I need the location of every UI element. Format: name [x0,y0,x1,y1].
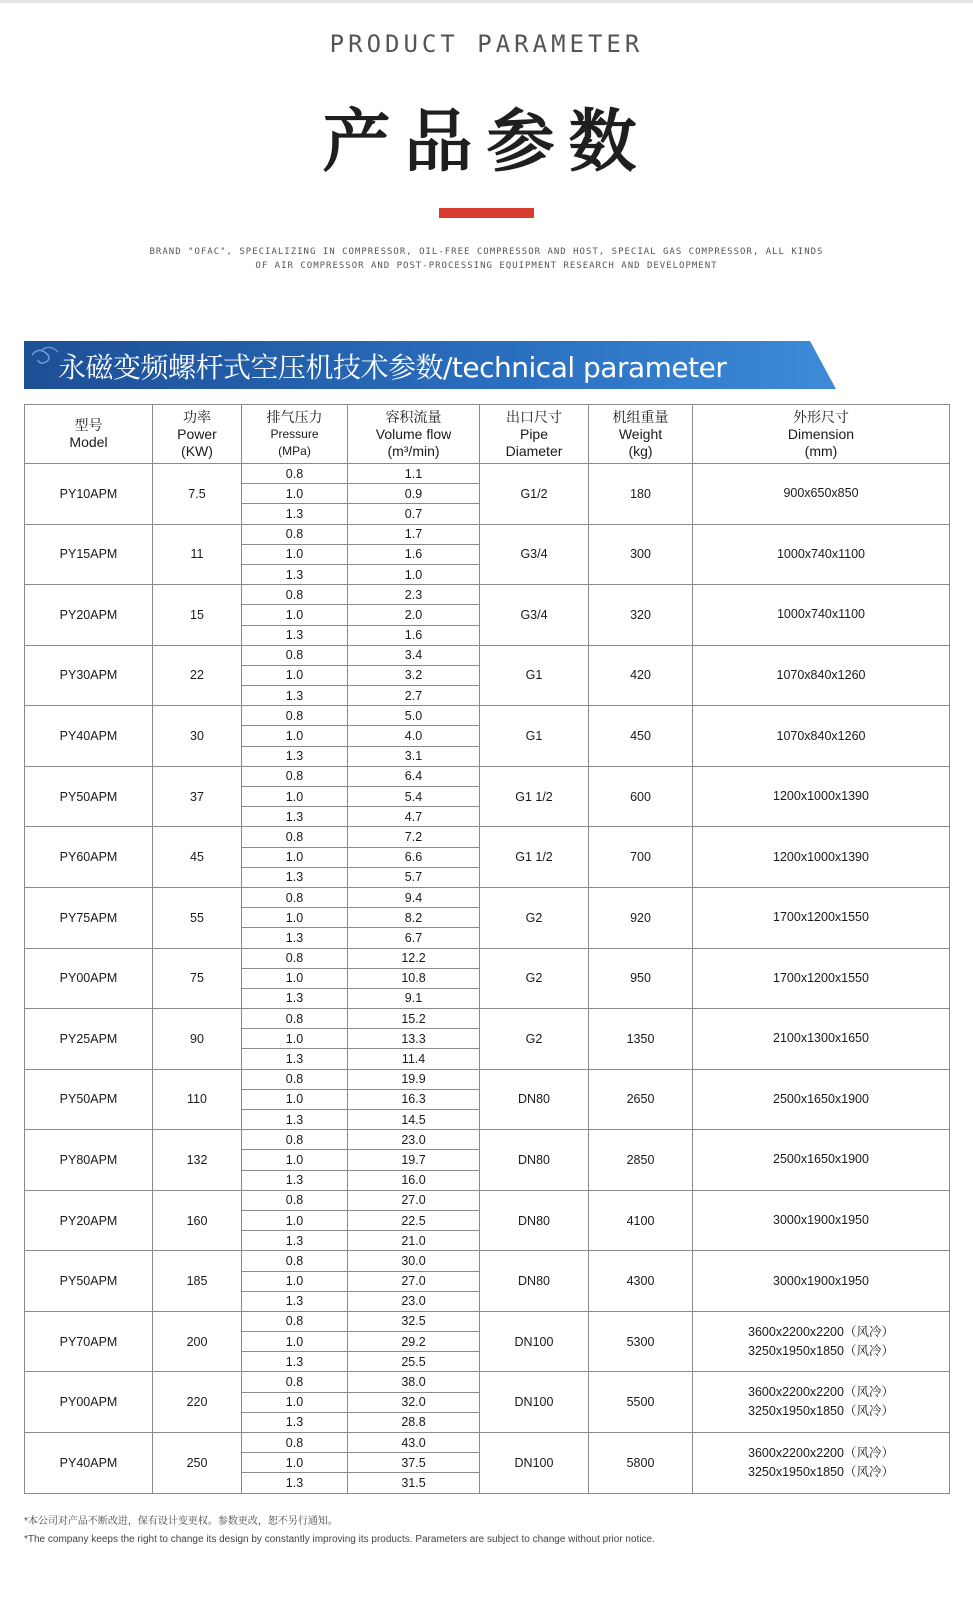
cell-pressure: 0.8 [242,524,348,544]
cell-pressure: 1.0 [242,1210,348,1230]
cell-flow: 9.4 [348,887,480,907]
dimension-line: 3250x1950x1850（风冷） [748,1404,894,1419]
cell-flow: 38.0 [348,1372,480,1392]
cell-pressure: 1.0 [242,1332,348,1352]
cell-pressure: 1.3 [242,746,348,766]
cell-model: PY60APM [25,827,153,888]
cell-pressure: 0.8 [242,1372,348,1392]
table-row [25,645,950,665]
cell-flow: 0.7 [348,504,480,524]
cell-model: PY20APM [25,1190,153,1251]
cell-weight: 2650 [589,1069,693,1130]
cell-dimension [693,887,950,948]
cell-pipe: G1 1/2 [480,766,589,827]
cell-flow: 3.1 [348,746,480,766]
cell-power: 132 [153,1130,242,1191]
cell-pressure: 1.3 [242,564,348,584]
cell-weight: 700 [589,827,693,888]
header-pipe-en: Pipe [519,425,549,442]
cell-flow: 28.8 [348,1412,480,1432]
cell-model: PY50APM [25,766,153,827]
parameter-table [24,404,949,1494]
header-model [25,405,153,464]
cell-pipe: DN80 [480,1190,589,1251]
cell-power: 110 [153,1069,242,1130]
header-weight-unit: (kg) [628,442,653,459]
cell-power: 200 [153,1311,242,1372]
dimension-line: 3000x1900x1950 [773,1213,869,1228]
cell-flow: 5.0 [348,706,480,726]
cell-pressure: 1.0 [242,1392,348,1412]
cell-flow: 0.9 [348,484,480,504]
cell-pressure: 1.0 [242,1271,348,1291]
cell-flow: 1.7 [348,524,480,544]
cell-pressure: 0.8 [242,1009,348,1029]
cell-dimension [693,1069,950,1130]
dimension-line: 2100x1300x1650 [773,1031,869,1046]
cell-pipe: G1 [480,645,589,706]
cell-flow: 29.2 [348,1332,480,1352]
cell-flow: 11.4 [348,1049,480,1069]
cell-pressure: 1.0 [242,484,348,504]
dimension-line: 3000x1900x1950 [773,1273,869,1288]
cell-flow: 6.6 [348,847,480,867]
cell-pressure: 0.8 [242,706,348,726]
cell-pipe: DN100 [480,1372,589,1433]
cell-pressure: 0.8 [242,645,348,665]
cell-power: 250 [153,1433,242,1494]
header-model-cn: 型号 [74,417,103,433]
brand-tagline: BRAND "OFAC", SPECIALIZING IN COMPRESSOR, OIL-FREE COMPRESSOR AND HOST, SPECIAL GAS COMPRESSOR, ALL KINDS OF AIR COMPRESSOR AND POST-PROCESSING EQUIPMENT RESEARCH AND DEVELOPMENT [149,247,824,271]
cell-dimension [693,948,950,1009]
cell-weight: 1350 [589,1009,693,1070]
cell-pressure: 0.8 [242,1130,348,1150]
cell-flow: 2.7 [348,686,480,706]
cell-pipe: G2 [480,948,589,1009]
header-pressure [242,405,348,464]
cell-flow: 1.0 [348,564,480,584]
cell-dimension [693,1009,950,1070]
cell-power: 185 [153,1251,242,1312]
header-dimension-en: Dimension [787,425,855,442]
cell-dimension [693,766,950,827]
table-row [25,948,950,968]
cell-flow: 10.8 [348,968,480,988]
cell-pressure: 1.3 [242,1049,348,1069]
cell-flow: 5.4 [348,787,480,807]
cell-dimension [693,706,950,767]
cell-flow: 6.4 [348,766,480,786]
table-row [25,706,950,726]
table-row [25,585,950,605]
cell-pressure: 1.3 [242,1473,348,1493]
cell-pressure: 0.8 [242,464,348,484]
cell-flow: 12.2 [348,948,480,968]
header-pressure-en: Pressure [270,426,319,441]
header-weight-cn: 机组重量 [612,408,669,425]
cell-flow: 9.1 [348,988,480,1008]
cell-flow: 2.0 [348,605,480,625]
header-power-cn: 功率 [183,408,211,425]
cell-pressure: 0.8 [242,1433,348,1453]
table-row [25,1372,950,1392]
cell-flow: 6.7 [348,928,480,948]
cell-pressure: 1.0 [242,605,348,625]
cell-dimension [693,1311,950,1372]
cell-weight: 2850 [589,1130,693,1191]
cell-flow: 8.2 [348,908,480,928]
header-flow [348,405,480,464]
cell-pressure: 1.0 [242,665,348,685]
header-flow-en: Volume flow [375,425,452,442]
cell-model: PY15APM [25,524,153,585]
dimension-line: 3250x1950x1850（风冷） [748,1464,894,1479]
cell-pressure: 1.0 [242,1150,348,1170]
cell-pressure: 0.8 [242,948,348,968]
cell-flow: 1.1 [348,464,480,484]
dimension-line: 3600x2200x2200（风冷） [748,1445,894,1460]
cell-pipe: G3/4 [480,585,589,646]
cell-pipe: G1/2 [480,464,589,525]
cell-pressure: 1.0 [242,1089,348,1109]
cell-dimension [693,827,950,888]
cell-flow: 3.2 [348,665,480,685]
cell-flow: 1.6 [348,544,480,564]
table-row [25,1190,950,1210]
cell-model: PY10APM [25,464,153,525]
cell-weight: 4100 [589,1190,693,1251]
cell-pressure: 0.8 [242,1190,348,1210]
header-weight-en: Weight [618,425,663,442]
cell-weight: 450 [589,706,693,767]
cell-model: PY30APM [25,645,153,706]
banner-title: 永磁变频螺杆式空压机技术参数/technical parameter [58,351,727,384]
cell-model: PY50APM [25,1069,153,1130]
cell-power: 90 [153,1009,242,1070]
cell-weight: 5300 [589,1311,693,1372]
page-title-cn: 产品参数 [322,103,651,182]
cell-flow: 14.5 [348,1110,480,1130]
header-flow-unit: (m³/min) [387,442,440,459]
cell-pressure: 1.0 [242,787,348,807]
cell-weight: 920 [589,887,693,948]
header-dimension [693,405,950,464]
cell-flow: 5.7 [348,867,480,887]
cell-pressure: 1.0 [242,726,348,746]
cell-dimension [693,1130,950,1191]
footnote-cn: *本公司对产品不断改进，保有设计变更权。参数更改，恕不另行通知。 [24,1516,338,1527]
cell-dimension [693,645,950,706]
header-power [153,405,242,464]
cell-power: 7.5 [153,464,242,525]
cell-flow: 37.5 [348,1453,480,1473]
cell-model: PY80APM [25,1130,153,1191]
table-row [25,1069,950,1089]
header-pipe [480,405,589,464]
cell-weight: 320 [589,585,693,646]
cell-flow: 2.3 [348,585,480,605]
table-row [25,1251,950,1271]
cell-weight: 180 [589,464,693,525]
header-model-en: Model [69,434,108,450]
cell-flow: 31.5 [348,1473,480,1493]
cell-pressure: 0.8 [242,585,348,605]
cell-pressure: 1.3 [242,1352,348,1372]
header-pipe-cn: 出口尺寸 [506,408,562,425]
accent-bar [439,208,534,218]
cell-power: 55 [153,887,242,948]
header-dimension-cn: 外形尺寸 [793,408,849,425]
cell-flow: 15.2 [348,1009,480,1029]
cell-pressure: 1.3 [242,867,348,887]
dimension-line: 1000x740x1100 [776,546,866,561]
dimension-line: 1070x840x1260 [776,728,866,743]
cell-flow: 22.5 [348,1210,480,1230]
cell-pressure: 0.8 [242,766,348,786]
dimension-line: 3600x2200x2200（风冷） [748,1385,894,1400]
table-row [25,464,950,484]
cell-model: PY20APM [25,585,153,646]
cell-flow: 1.6 [348,625,480,645]
cell-weight: 300 [589,524,693,585]
cell-dimension [693,1433,950,1494]
cell-pressure: 1.3 [242,1231,348,1251]
footnote-en: *The company keeps the right to change its design by constantly improving its products. Parameters are subject to change without prior notice. [24,1534,655,1545]
cell-pressure: 1.3 [242,686,348,706]
dimension-line: 3250x1950x1850（风冷） [748,1343,894,1358]
cell-power: 220 [153,1372,242,1433]
cell-pressure: 1.3 [242,504,348,524]
dimension-line: 2500x1650x1900 [773,1091,869,1106]
table-row [25,1130,950,1150]
header-dimension-unit: (mm) [804,442,838,459]
cell-flow: 30.0 [348,1251,480,1271]
cell-dimension [693,1190,950,1251]
dimension-line: 1200x1000x1390 [773,789,869,804]
cell-pressure: 0.8 [242,1311,348,1331]
dimension-line: 1070x840x1260 [776,667,866,682]
cell-flow: 19.7 [348,1150,480,1170]
cell-model: PY00APM [25,948,153,1009]
cell-pressure: 1.0 [242,1029,348,1049]
cell-model: PY00APM [25,1372,153,1433]
cell-pressure: 1.0 [242,908,348,928]
cell-power: 11 [153,524,242,585]
cell-model: PY50APM [25,1251,153,1312]
cell-model: PY40APM [25,706,153,767]
cell-flow: 13.3 [348,1029,480,1049]
cell-flow: 16.3 [348,1089,480,1109]
table-row [25,1433,950,1453]
table-body [25,464,950,1494]
cell-flow: 7.2 [348,827,480,847]
cell-power: 15 [153,585,242,646]
cell-power: 30 [153,706,242,767]
cell-weight: 600 [589,766,693,827]
cell-power: 22 [153,645,242,706]
cell-flow: 32.0 [348,1392,480,1412]
header-weight [589,405,693,464]
cell-power: 160 [153,1190,242,1251]
cell-power: 75 [153,948,242,1009]
cell-weight: 420 [589,645,693,706]
cell-pipe: DN100 [480,1433,589,1494]
top-divider [0,0,973,3]
cell-pressure: 1.3 [242,1412,348,1432]
cell-pressure: 1.3 [242,928,348,948]
cell-power: 45 [153,827,242,888]
cell-flow: 19.9 [348,1069,480,1089]
cell-pipe: G1 [480,706,589,767]
table-row [25,887,950,907]
cell-pressure: 1.3 [242,625,348,645]
cell-model: PY70APM [25,1311,153,1372]
cell-pressure: 0.8 [242,887,348,907]
cell-dimension [693,524,950,585]
cell-flow: 16.0 [348,1170,480,1190]
cell-weight: 5500 [589,1372,693,1433]
cell-flow: 4.0 [348,726,480,746]
cell-pressure: 1.3 [242,1291,348,1311]
cell-model: PY40APM [25,1433,153,1494]
table-row [25,1009,950,1029]
cell-flow: 23.0 [348,1130,480,1150]
cell-pipe: G3/4 [480,524,589,585]
cell-pressure: 0.8 [242,827,348,847]
cell-pressure: 1.0 [242,847,348,867]
cell-flow: 23.0 [348,1291,480,1311]
header-flow-cn: 容积流量 [385,408,442,425]
cell-model: PY25APM [25,1009,153,1070]
cell-dimension [693,1372,950,1433]
dimension-line: 1700x1200x1550 [773,910,869,925]
cell-pressure: 1.0 [242,1453,348,1473]
header-pressure-unit: (MPa) [278,443,311,458]
table-row [25,766,950,786]
cell-pipe: G1 1/2 [480,827,589,888]
table-header-row [25,405,950,464]
footnotes [24,1513,954,1549]
cell-flow: 27.0 [348,1190,480,1210]
cell-pressure: 1.3 [242,807,348,827]
cell-pipe: DN80 [480,1069,589,1130]
header-pipe-unit: Diameter [505,442,563,459]
cell-flow: 4.7 [348,807,480,827]
cell-model: PY75APM [25,887,153,948]
cell-flow: 43.0 [348,1433,480,1453]
table-row [25,524,950,544]
cell-dimension [693,1251,950,1312]
cell-pressure: 0.8 [242,1069,348,1089]
dimension-line: 1700x1200x1550 [773,970,869,985]
cell-pressure: 1.3 [242,1170,348,1190]
dimension-line: 1200x1000x1390 [773,849,869,864]
cell-pressure: 1.0 [242,968,348,988]
section-banner [24,341,836,389]
cell-flow: 32.5 [348,1311,480,1331]
dimension-line: 3600x2200x2200（风冷） [748,1324,894,1339]
dimension-line: 2500x1650x1900 [773,1152,869,1167]
cell-pipe: DN100 [480,1311,589,1372]
cell-weight: 950 [589,948,693,1009]
cell-pipe: G2 [480,1009,589,1070]
table-row [25,1311,950,1331]
cell-flow: 27.0 [348,1271,480,1291]
cell-power: 37 [153,766,242,827]
cell-dimension [693,464,950,525]
cell-flow: 3.4 [348,645,480,665]
cell-pressure: 0.8 [242,1251,348,1271]
cell-pipe: DN80 [480,1130,589,1191]
header-power-unit: (KW) [181,442,213,459]
cell-dimension [693,585,950,646]
header-power-en: Power [177,425,217,442]
page-title-en: PRODUCT PARAMETER [329,30,644,58]
header-pressure-cn: 排气压力 [266,408,323,425]
cell-flow: 21.0 [348,1231,480,1251]
cell-pressure: 1.3 [242,1110,348,1130]
cell-pipe: DN80 [480,1251,589,1312]
cell-pressure: 1.0 [242,544,348,564]
table-row [25,827,950,847]
cell-weight: 5800 [589,1433,693,1494]
cell-weight: 4300 [589,1251,693,1312]
cell-pressure: 1.3 [242,988,348,1008]
cell-pipe: G2 [480,887,589,948]
dimension-line: 900x650x850 [783,486,859,501]
dimension-line: 1000x740x1100 [776,607,866,622]
cell-flow: 25.5 [348,1352,480,1372]
